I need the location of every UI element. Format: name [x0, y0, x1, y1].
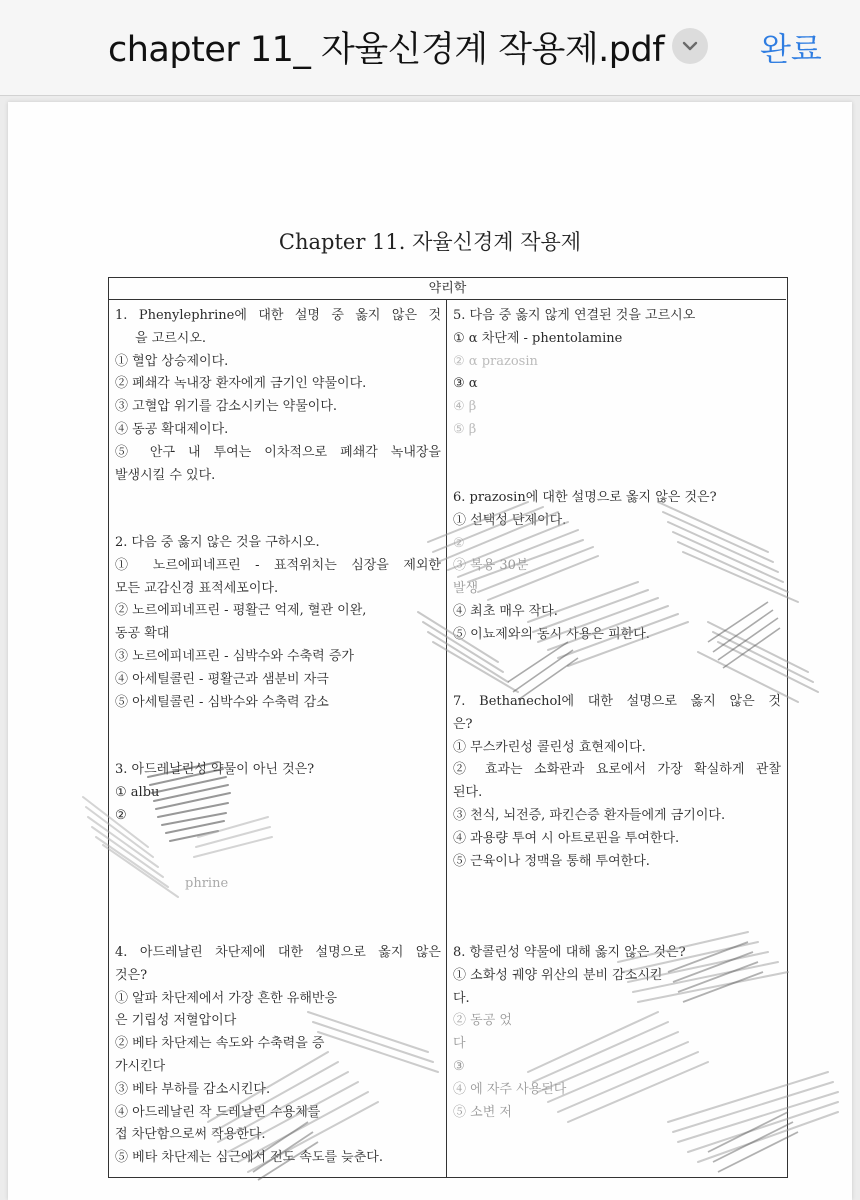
answer-option: ④ 아드레날린 작 드레날린 수용체를: [115, 1104, 321, 1120]
answer-option: ③ α: [453, 376, 478, 392]
title-menu-button[interactable]: [672, 28, 708, 64]
question-line: 4. 아드레날린 차단제에 대한 설명으로 옳지 않은: [115, 945, 441, 960]
answer-option: ② 효과는 소화관과 요로에서 가장 확실하게 관찰: [453, 762, 781, 778]
question-2: [115, 532, 441, 714]
answer-option: ④ 과용량 투여 시 아트로핀을 투여한다.: [453, 830, 680, 846]
answer-option: ① 노르에피네프린 - 표적위치는 심장을 제외한: [115, 557, 441, 573]
answer-option: ③: [453, 1058, 465, 1074]
answer-option: 발생: [453, 581, 479, 597]
answer-option: ① 선택성 단제이다.: [453, 512, 567, 528]
answer-option: ③ 천식, 뇌전증, 파킨슨증 환자들에게 금기이다.: [453, 807, 726, 823]
answer-option: ② 노르에피네프린 - 평활근 억제, 혈관 이완,: [115, 603, 367, 619]
question-line: 것은?: [115, 967, 148, 983]
question-line: 7. Bethanechol에 대한 설명으로 옳지 않은 것: [453, 694, 781, 709]
chapter-title: Chapter 11. 자율신경계 작용제: [278, 230, 582, 254]
answer-option: ④ 최초 매우 작다.: [453, 603, 558, 619]
answer-option: ① α 차단제 - phentolamine: [453, 330, 623, 346]
answer-option: ⑤ β: [453, 421, 477, 437]
question-line: 을 고르시오.: [135, 330, 207, 346]
answer-option: ③ 베타 부하를 감소시킨다.: [115, 1081, 271, 1097]
answer-option: 은 기립성 저혈압이다: [115, 1013, 237, 1029]
answer-option: 발생시킬 수 있다.: [115, 467, 216, 483]
answer-option: ③ 노르에피네프린 - 심박수와 수축력 증가: [115, 648, 354, 664]
question-line: 은?: [453, 716, 473, 732]
question-line: 8. 항콜린성 약물에 대해 옳지 않은 것은?: [453, 945, 686, 960]
top-bar: [0, 0, 860, 96]
pencil-scribble: [408, 482, 828, 782]
question-line: 3. 아드레날린성 약물이 아닌 것은?: [115, 762, 315, 777]
answer-option: 다: [453, 1036, 466, 1052]
question-line: 2. 다음 중 옳지 않은 것을 구하시오.: [115, 535, 320, 550]
answer-option: ② 폐쇄각 녹내장 환자에게 금기인 약물이다.: [115, 376, 367, 392]
answer-option: 모든 교감신경 표적세포이다.: [115, 580, 279, 596]
answer-option: ② 베타 차단제는 속도와 수축력을 증: [115, 1036, 325, 1052]
pencil-scribble: [78, 757, 278, 907]
question-1: [115, 305, 441, 487]
answer-option: ④ 동공 확대제이다.: [115, 421, 229, 437]
answer-option: ① 소화성 궤양 위산의 분비 감소시킨: [453, 967, 663, 983]
answer-option: ④ 아세틸콜린 - 평활근과 샘분비 자극: [115, 671, 329, 687]
question-line: 6. prazosin에 대한 설명으로 옳지 않은 것은?: [453, 490, 717, 505]
answer-option: ④ 에 자주 사용된다: [453, 1081, 567, 1097]
answer-option: ⑤ 아세틸콜린 - 심박수와 수축력 감소: [115, 694, 329, 710]
answer-option: ③ 복용 30분: [453, 558, 529, 574]
answer-option: ⑤ 안구 내 투여는 이차적으로 폐쇄각 녹내장을: [115, 444, 441, 460]
answer-option: 된다.: [453, 785, 483, 801]
answer-option: ② 동공 었: [453, 1013, 512, 1029]
table-header: 약리학: [109, 278, 786, 300]
question-line: 5. 다음 중 옳지 않게 연결된 것을 고르시오: [453, 308, 696, 323]
answer-option: ②: [115, 807, 127, 823]
answer-option: 동공 확대: [115, 626, 170, 642]
answer-option: 다.: [453, 990, 470, 1006]
answer-option: 가시킨다: [115, 1058, 166, 1074]
answer-option: ⑤ 근육이나 정맥을 통해 투여한다.: [453, 853, 650, 869]
answer-option: ① 혈압 상승제이다.: [115, 353, 229, 369]
pencil-scribble: [188, 922, 848, 1200]
answer-option: ③ 고혈압 위기를 감소시키는 약물이다.: [115, 399, 338, 415]
answer-option: ⑤ 이뇨제와의 동시 사용은 피한다.: [453, 626, 650, 642]
pdf-page[interactable]: [8, 102, 852, 1200]
question-line: 1. Phenylephrine에 대한 설명 중 옳지 않은 것: [115, 308, 441, 323]
answer-option: ②: [453, 535, 465, 551]
chevron-down-icon: [681, 38, 699, 54]
answer-option: ⑤ 소변 저: [453, 1104, 512, 1120]
question-5: [453, 305, 781, 442]
done-button[interactable]: 완료: [760, 30, 822, 68]
answer-option: ④ β: [453, 399, 477, 415]
answer-option: ① albu: [115, 784, 160, 800]
answer-option: ② α prazosin: [453, 353, 538, 369]
answer-option: ① 무스카린성 콜린성 효현제이다.: [453, 739, 646, 755]
answer-option: ① 알파 차단제에서 가장 흔한 유해반응: [115, 990, 338, 1006]
answer-option: ⑤ 베타 차단제는 심근에서 전도 속도를 늦춘다.: [115, 1150, 383, 1166]
answer-option: phrine: [185, 875, 229, 891]
document-title: chapter 11_ 자율신경계 작용제.pdf: [108, 30, 665, 70]
answer-option: 접 차단함으로써 작용한다.: [115, 1127, 266, 1143]
